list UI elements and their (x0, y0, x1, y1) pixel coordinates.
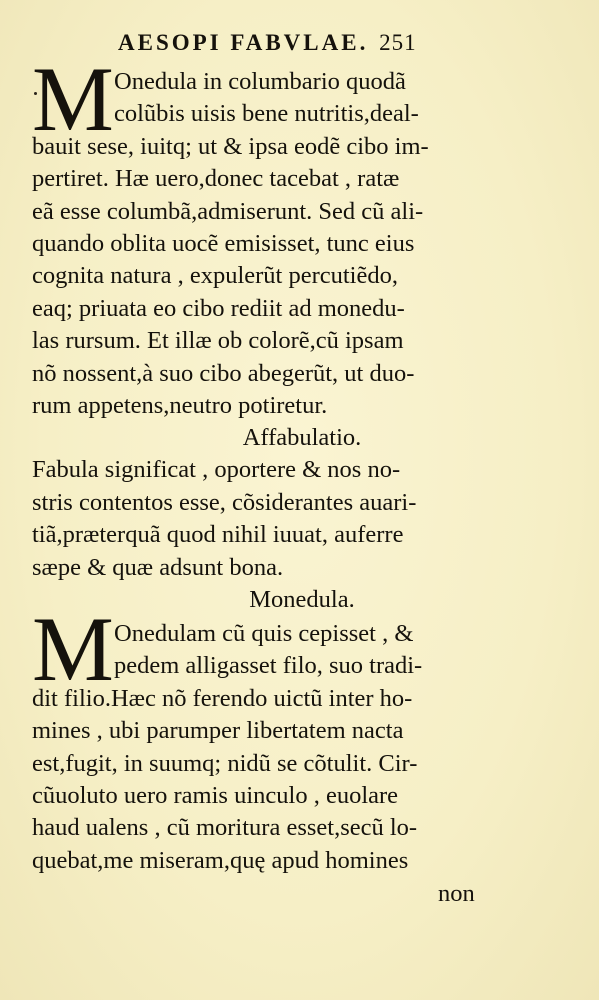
section-heading: Affabulatio. (242, 424, 362, 451)
page-number: 251 (379, 30, 417, 55)
text-line: pedem alligasset filo, suo tradi- (114, 652, 423, 680)
text-line: cognita natura , expulerũt percutiẽdo, (32, 262, 398, 290)
running-title: AESOPI FABVLAE. (118, 30, 369, 55)
drop-cap-fable-2: M (32, 598, 114, 700)
affabulatio-section (32, 422, 532, 584)
text-line: quebat,me miseram,quę apud homines (32, 846, 409, 874)
running-header (118, 30, 498, 56)
catchword: non (438, 880, 475, 907)
text-line: Onedulam cũ quis cepisset , & (114, 620, 414, 647)
text-line: Onedula in columbario quodã (114, 68, 406, 95)
text-line: nõ nossent,à suo cibo abegerũt, ut duo- (32, 359, 415, 387)
text-line: Fabula significat , oportere & nos no- (32, 456, 401, 484)
text-line: las rursum. Et illæ ob colorẽ,cũ ipsam (32, 327, 404, 355)
text-line: est,fugit, in suumq; nidũ se cõtulit. Cir- (32, 749, 418, 777)
section-heading: Monedula. (249, 586, 355, 613)
text-line: mines , ubi parumper libertatem nacta (32, 717, 404, 745)
text-line: tiã,præterquã quod nihil iuuat, auferre (32, 521, 404, 549)
fable-1-text (32, 48, 429, 422)
drop-cap-fable-1: M (32, 48, 114, 150)
text-line: eaq; priuata eo cibo rediit ad monedu- (32, 294, 405, 322)
text-line: rum appetens,neutro potiretur. (32, 391, 328, 419)
fable-2-text (32, 618, 422, 877)
text-line: quando oblita uocẽ emisisset, tunc eius (32, 229, 415, 257)
text-line: sæpe & quæ adsunt bona. (32, 553, 284, 581)
text-line: cũuoluto uero ramis uinculo , euolare (32, 781, 399, 809)
text-line: colũbis uisis bene nutritis,deal- (114, 100, 419, 128)
text-line: pertiret. Hæ uero,donec tacebat , ratæ (32, 165, 400, 193)
text-line: stris contentos esse, cõsiderantes auari- (32, 488, 417, 516)
text-line: dit filio.Hæc nõ ferendo uictũ inter ho- (32, 684, 413, 712)
text-line: bauit sese, iuitq; ut & ipsa eodẽ cibo im- (32, 132, 429, 160)
text-line: haud ualens , cũ moritura esset,secũ lo- (32, 814, 418, 842)
text-line: eã esse columbã,admiserunt. Sed cũ ali- (32, 197, 424, 225)
